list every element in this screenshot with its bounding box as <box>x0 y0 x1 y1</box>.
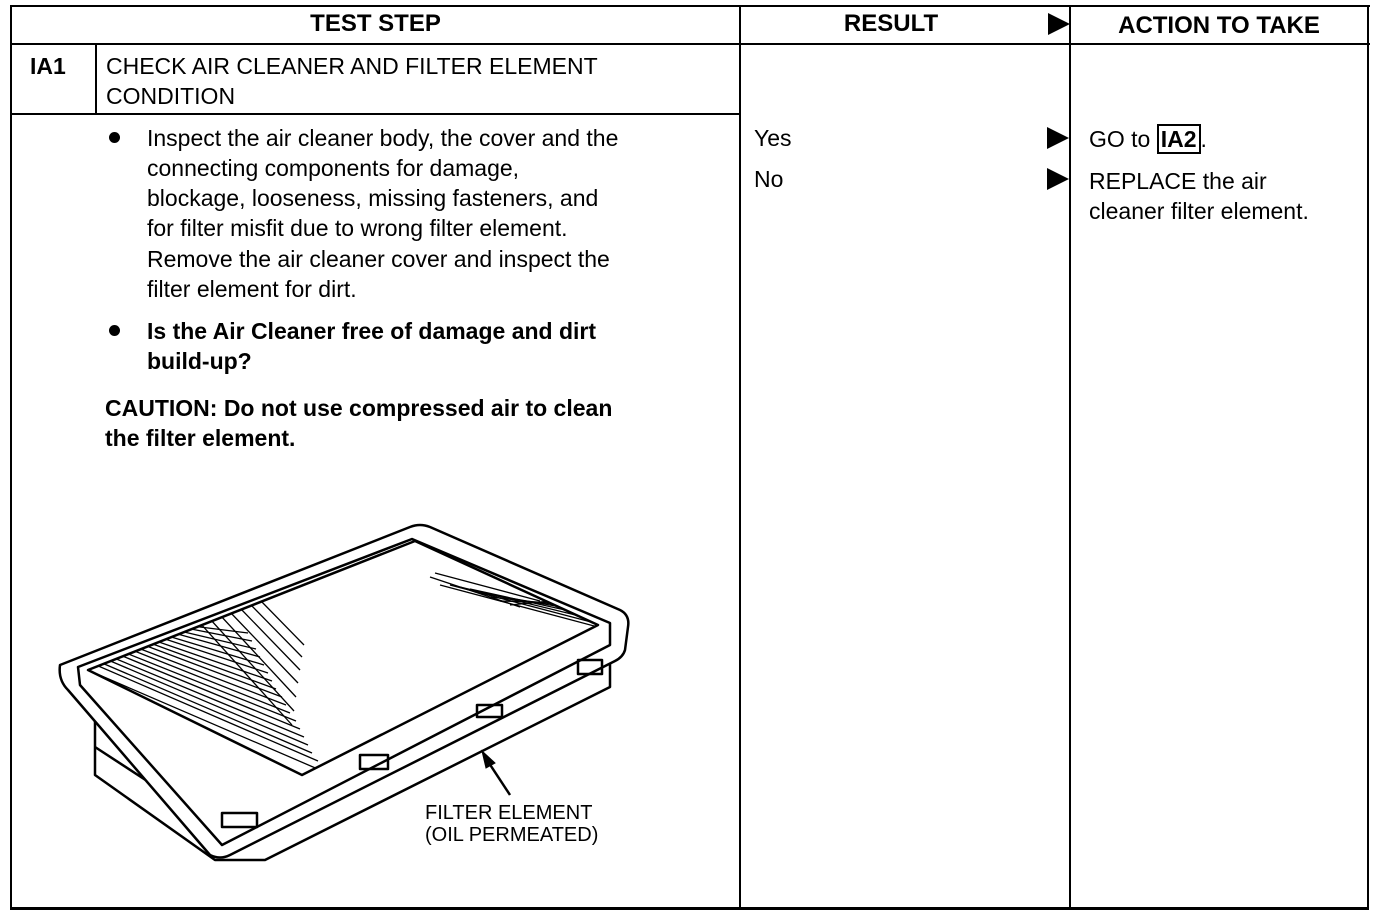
col-divider-action <box>1069 5 1071 910</box>
header-result: RESULT <box>843 10 939 37</box>
header-arrow-icon <box>1048 13 1070 35</box>
label-leader-arrow <box>482 751 510 795</box>
result-yes: Yes <box>754 125 792 151</box>
step-title-line1: CHECK AIR CLEANER AND FILTER ELEMENT <box>106 53 598 79</box>
bullet-icon <box>109 132 120 143</box>
table-left-border-lower <box>10 113 12 910</box>
table-bottom-border <box>10 907 1368 910</box>
action-yes <box>1089 124 1207 155</box>
table-right-border <box>1367 5 1369 910</box>
header-bottom-rule <box>10 43 1370 45</box>
action-no-line2: cleaner filter element. <box>1089 198 1309 224</box>
illustration-label-line1: FILTER ELEMENT <box>425 802 593 824</box>
instruction-line: Inspect the air cleaner body, the cover and the <box>147 125 619 151</box>
step-reference-ia2: IA2 <box>1157 124 1201 154</box>
table-top-border <box>10 5 1370 7</box>
header-action-to-take: ACTION TO TAKE <box>1118 12 1320 39</box>
caution-line: CAUTION: Do not use compressed air to clean <box>105 395 613 421</box>
step-title-line2: CONDITION <box>106 83 236 109</box>
illustration-label-line2: (OIL PERMEATED) <box>425 824 599 846</box>
step-id: IA1 <box>30 53 66 79</box>
action-yes-prefix: GO to <box>1089 126 1157 152</box>
question-line: build-up? <box>147 348 252 374</box>
step-id-divider <box>95 45 97 113</box>
action-no-line1: REPLACE the air <box>1089 168 1267 194</box>
col-divider-result <box>739 5 741 910</box>
bullet-icon <box>109 325 120 336</box>
step-title-bottom-rule <box>10 113 741 115</box>
caution-line: the filter element. <box>105 425 296 451</box>
action-yes-suffix: . <box>1200 126 1207 152</box>
question-line: Is the Air Cleaner free of damage and dirt <box>147 318 597 344</box>
header-test-step: TEST STEP <box>310 10 441 37</box>
result-no-arrow-icon <box>1047 168 1069 190</box>
instruction-line: connecting components for damage, <box>147 155 520 181</box>
instruction-line: Remove the air cleaner cover and inspect the <box>147 246 610 272</box>
instruction-line: blockage, looseness, missing fasteners, and <box>147 185 599 211</box>
instruction-line: filter element for dirt. <box>147 276 357 302</box>
instruction-line: for filter misfit due to wrong filter element. <box>147 215 568 241</box>
result-yes-arrow-icon <box>1047 127 1069 149</box>
result-no: No <box>754 166 784 192</box>
